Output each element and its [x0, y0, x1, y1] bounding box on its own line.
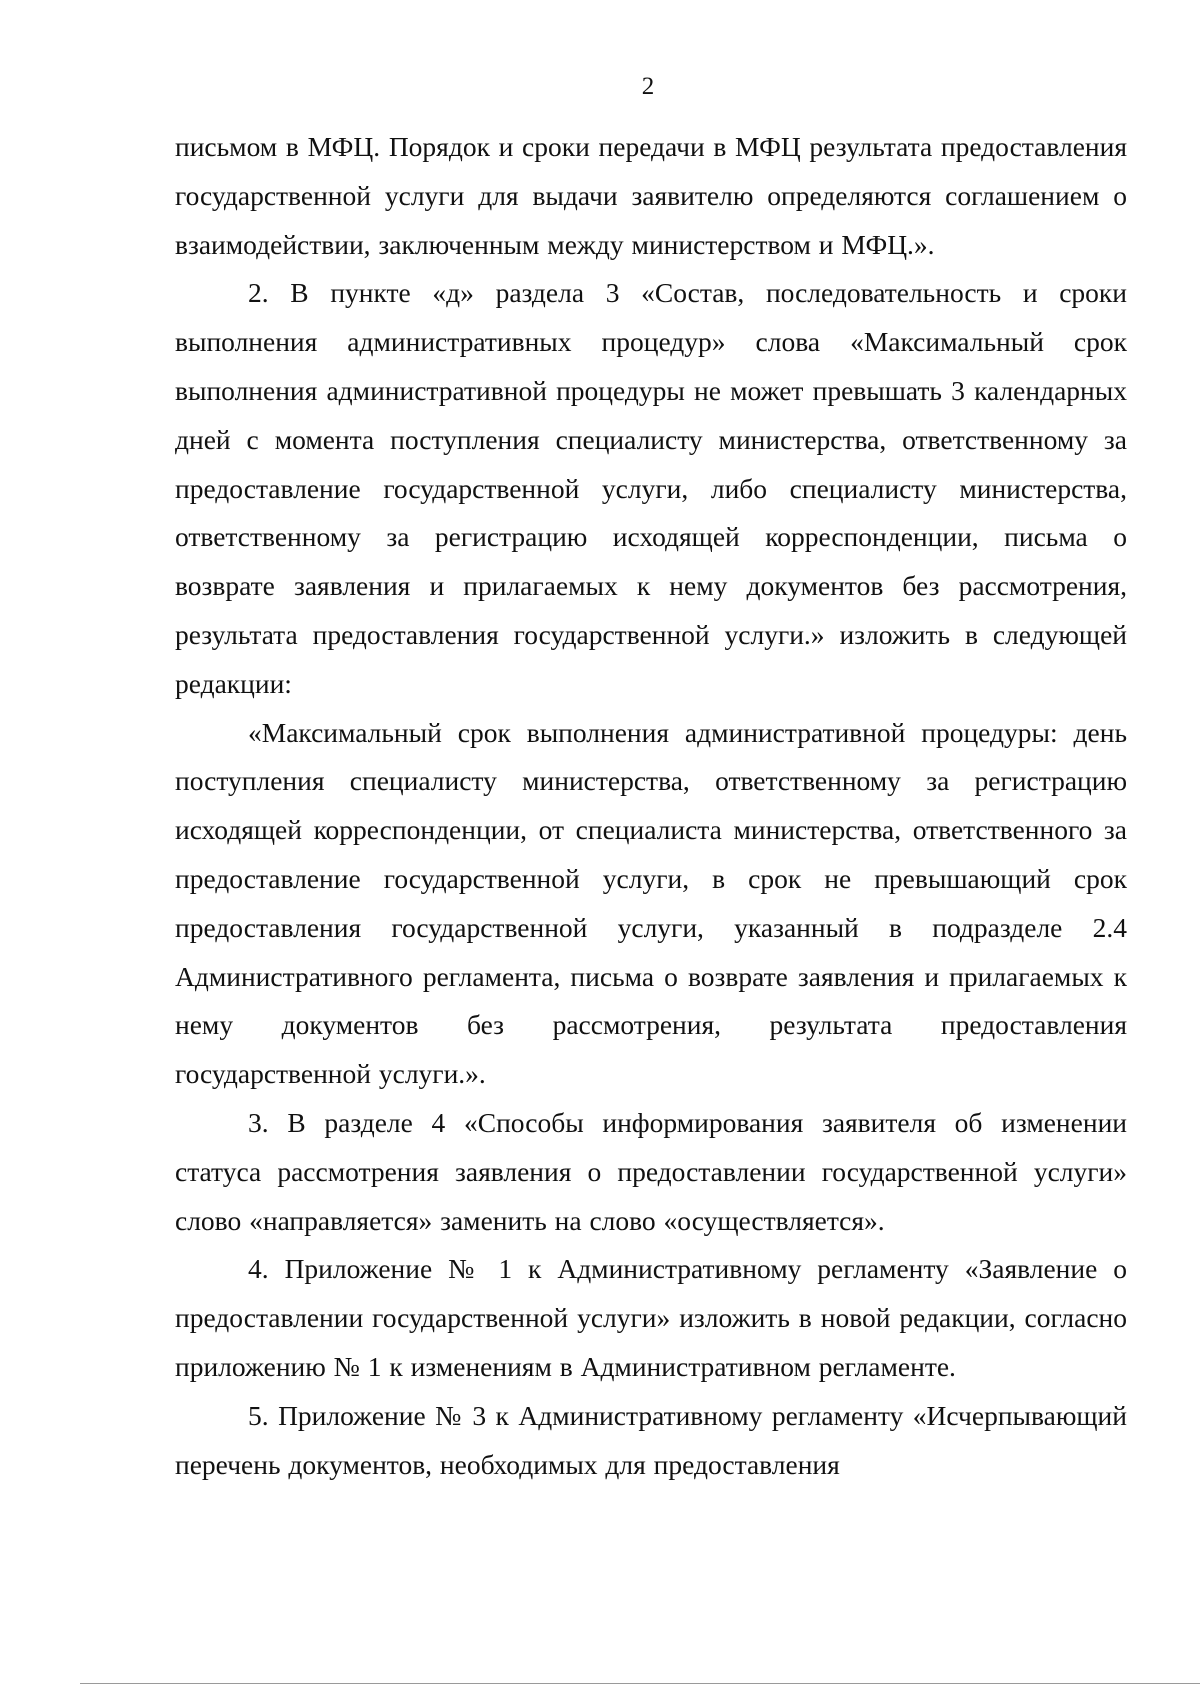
paragraph-item-3: 3. В разделе 4 «Способы информирования заявителя об изменении статуса рассмотрения заявления о предоставлении государственной услуги» слово «направляется» заменить на слово «осуществляется». — [175, 1106, 1127, 1236]
paragraph-item-2: 2. В пункте «д» раздела 3 «Состав, последовательность и сроки выполнения административных процедур» слова «Максимальный срок выполнения административной процедуры не может превышать 3 календарных дней с момента поступления специалисту министерства, ответственному за предоставление государственной услуги, либо специалисту министерства, ответственному за регистрацию исходящей корреспонденции, письма о возврате заявления и прилагаемых к нему документов без рассмотрения, результата предоставления государственной услуги.» изложить в следующей редакции: — [175, 277, 1127, 699]
scan-edge-line — [80, 1683, 1200, 1684]
paragraph-continuation: письмом в МФЦ. Порядок и сроки передачи в МФЦ результата предоставления государственной услуги для выдачи заявителю определяются соглашением о взаимодействии, заключенным между министерством и МФЦ.». — [175, 131, 1127, 260]
page-number: 2 — [641, 73, 655, 100]
paragraph-quoted-wording: «Максимальный срок выполнения административной процедуры: день поступления специалисту министерства, ответственному за регистрацию исходящей корреспонденции, от специалиста министерства, ответственного за предоставление государственной услуги, в срок не превышающий срок предоставления государственной услуги, указанный в подразделе 2.4 Административного регламента, письма о возврате заявления и прилагаемых к нему документов без рассмотрения, результата предоставления государственной услуги.». — [175, 716, 1127, 1090]
document-body — [175, 123, 1127, 1489]
paragraph-item-4: 4. Приложение № 1 к Административному регламенту «Заявление о предоставлении государственной услуги» изложить в новой редакции, согласно приложению № 1 к изменениям в Административном регламенте. — [175, 1253, 1127, 1382]
paragraph-item-5: 5. Приложение № 3 к Административному регламенту «Исчерпывающий перечень документов, необходимых для предоставления — [175, 1399, 1127, 1480]
